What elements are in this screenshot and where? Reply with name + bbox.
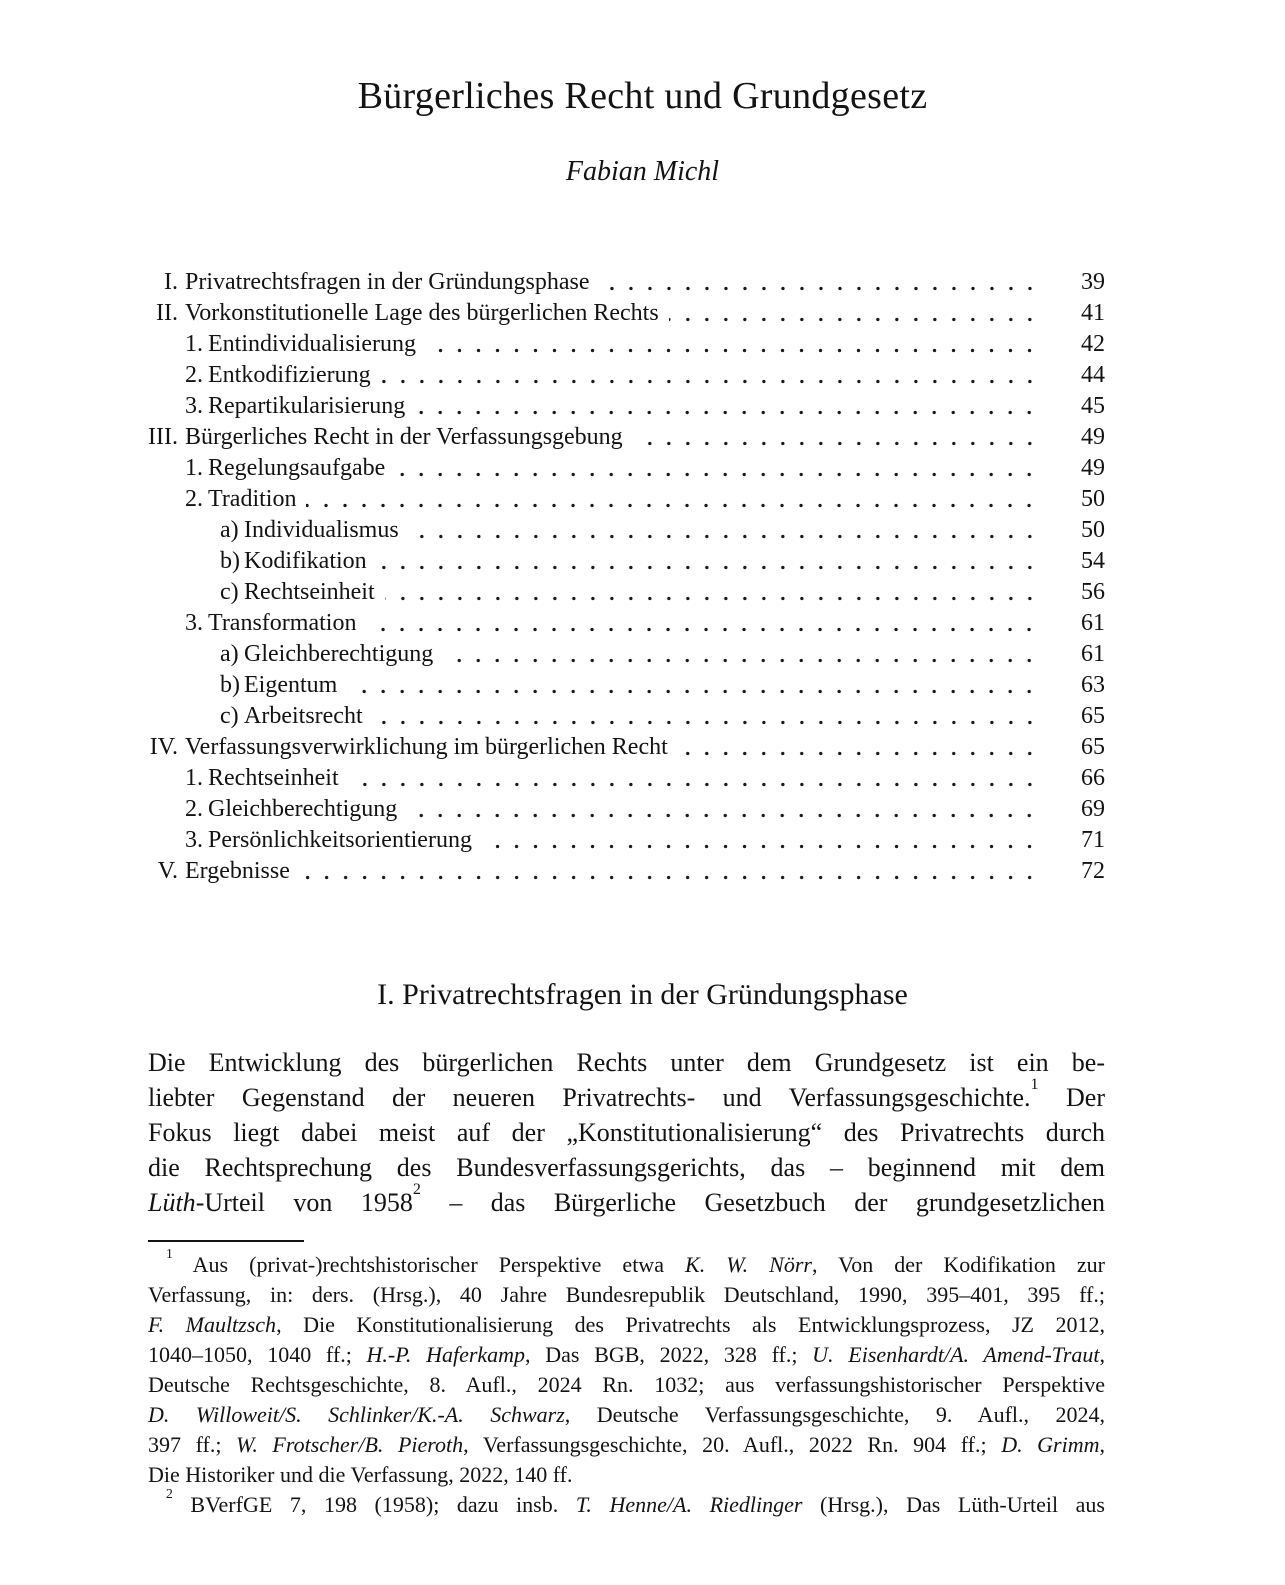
- italic-text: H.-P. Haferkamp: [366, 1342, 526, 1367]
- footnote-line: [148, 1340, 1105, 1370]
- text-run: , Deutsche Verfassungsgeschichte, 9. Aufl., 2024,: [564, 1402, 1105, 1427]
- toc-entry-label: Regelungsaufgabe: [208, 455, 386, 481]
- toc-entry-label: Individualismus: [244, 517, 399, 543]
- text-run: Aus (privat-)rechtshistorischer Perspektive etwa: [172, 1252, 686, 1277]
- toc-dot-leader: [482, 825, 1041, 856]
- footnote-reference: 2: [412, 1181, 421, 1199]
- toc-page-number: 61: [1081, 610, 1105, 636]
- footnote: [148, 1485, 1105, 1520]
- toc-dot-leader: [347, 670, 1041, 701]
- italic-text: D. Willoweit/S. Schlinker/K.-A. Schwarz: [148, 1402, 565, 1427]
- toc-page-number: 50: [1081, 486, 1105, 512]
- toc-entry-label: Transformation: [208, 610, 357, 636]
- toc-row: [148, 856, 1105, 887]
- toc-page-number: 44: [1081, 362, 1105, 388]
- text-run: Der: [1038, 1083, 1105, 1112]
- toc-entry-label: Gleichberechtigung: [244, 641, 434, 667]
- toc-entry-label: Arbeitsrecht: [244, 703, 363, 729]
- body-paragraph: [148, 1045, 1105, 1220]
- toc-page-number: 63: [1081, 672, 1105, 698]
- footnote-line: [148, 1310, 1105, 1340]
- toc-dot-leader: [443, 639, 1041, 670]
- toc-entry-number: b): [220, 672, 240, 698]
- toc-page-number: 49: [1081, 424, 1105, 450]
- toc-row: [148, 577, 1105, 608]
- toc-entry-label: Persönlichkeitsorientierung: [208, 827, 472, 853]
- toc-entry-label: Kodifikation: [244, 548, 367, 574]
- text-run: ,: [1099, 1432, 1106, 1457]
- footnote-reference: 1: [1030, 1076, 1039, 1094]
- toc-entry-label: Bürgerliches Recht in der Verfassungsgebung: [185, 424, 623, 450]
- text-run: Deutsche Rechtsgeschichte, 8. Aufl., 2024 Rn. 1032; aus verfassungshistorischer Perspektive: [148, 1372, 1105, 1397]
- toc-page-number: 65: [1081, 703, 1105, 729]
- italic-text: W. Frotscher/B. Pieroth: [236, 1432, 464, 1457]
- toc-row: [148, 546, 1105, 577]
- toc-page-number: 66: [1081, 765, 1105, 791]
- footnote-separator: [148, 1240, 304, 1242]
- italic-text: D. Grimm: [1001, 1432, 1100, 1457]
- toc-entry-label: Rechtseinheit: [208, 765, 339, 791]
- toc-entry-number: c): [220, 579, 239, 605]
- text-run: Die Entwicklung des bürgerlichen Rechts unter dem Grundgesetz ist ein be-: [148, 1048, 1105, 1077]
- toc-entry-label: Tradition: [208, 486, 297, 512]
- toc-row: [148, 670, 1105, 701]
- toc-entry-number: 2.: [185, 486, 203, 512]
- toc-entry-number: IV.: [149, 734, 178, 760]
- toc-dot-leader: [600, 267, 1041, 298]
- toc-dot-leader: [678, 732, 1041, 763]
- toc-entry-number: a): [220, 517, 239, 543]
- toc-page-number: 42: [1081, 331, 1105, 357]
- toc-entry-number: 2.: [185, 796, 203, 822]
- toc-page-number: 54: [1081, 548, 1105, 574]
- toc-page-number: 56: [1081, 579, 1105, 605]
- toc-entry-label: Privatrechtsfragen in der Gründungsphase: [185, 269, 590, 295]
- toc-row: [148, 701, 1105, 732]
- toc-entry-number: II.: [156, 300, 178, 326]
- toc-dot-leader: [306, 484, 1041, 515]
- toc-entry-label: Eigentum: [244, 672, 338, 698]
- toc-page-number: 69: [1081, 796, 1105, 822]
- toc-row: [148, 515, 1105, 546]
- toc-page-number: 65: [1081, 734, 1105, 760]
- text-run: die Rechtsprechung des Bundesverfassungsgerichts, das – beginnend mit dem: [148, 1153, 1105, 1182]
- toc-entry-label: Ergebnisse: [185, 858, 290, 884]
- toc-dot-leader: [366, 608, 1041, 639]
- section-heading: I. Privatrechtsfragen in der Gründungsphase: [377, 978, 908, 1011]
- toc-page-number: 71: [1081, 827, 1105, 853]
- toc-dot-leader: [381, 360, 1041, 391]
- toc-row: [148, 267, 1105, 298]
- footnote-line: [148, 1280, 1105, 1310]
- toc-dot-leader: [633, 422, 1041, 453]
- author-name: Fabian Michl: [565, 156, 720, 187]
- text-run: -Urteil von 1958: [195, 1188, 413, 1217]
- text-run: , Die Konstitutionalisierung des Privatrechts als Entwicklungsprozess, JZ 2012,: [276, 1312, 1106, 1337]
- toc-row: [148, 608, 1105, 639]
- toc-entry-label: Entindividualisierung: [208, 331, 416, 357]
- toc-dot-leader: [300, 856, 1041, 887]
- toc-entry-number: c): [220, 703, 239, 729]
- body-line: [148, 1150, 1105, 1185]
- toc-row: [148, 298, 1105, 329]
- text-run: Die Historiker und die Verfassung, 2022, 140 ff.: [148, 1462, 573, 1487]
- toc-row: [148, 732, 1105, 763]
- toc-page-number: 61: [1081, 641, 1105, 667]
- toc-entry-label: Vorkonstitutionelle Lage des bürgerlichen Rechts: [185, 300, 659, 326]
- text-run: , Von der Kodifikation zur: [811, 1252, 1106, 1277]
- text-run: 1040–1050, 1040 ff.;: [148, 1342, 367, 1367]
- toc-dot-leader: [373, 701, 1041, 732]
- text-run: – das Bürgerliche Gesetzbuch der grundgesetzlichen: [420, 1188, 1105, 1217]
- toc-page-number: 72: [1081, 858, 1105, 884]
- italic-text: K. W. Nörr: [685, 1252, 812, 1277]
- body-line: [148, 1115, 1105, 1150]
- toc-entry-label: Rechtseinheit: [244, 579, 375, 605]
- toc-entry-number: b): [220, 548, 240, 574]
- toc-row: [148, 453, 1105, 484]
- toc-entry-number: 2.: [185, 362, 203, 388]
- body-line: [148, 1076, 1105, 1115]
- footnote-reference: 2: [166, 1485, 173, 1501]
- body-line: [148, 1045, 1105, 1080]
- toc-row: [148, 422, 1105, 453]
- toc-dot-leader: [395, 453, 1041, 484]
- toc-entry-label: Gleichberechtigung: [208, 796, 398, 822]
- footnote-line: [148, 1485, 1105, 1520]
- toc-dot-leader: [385, 577, 1041, 608]
- footnotes: [148, 1245, 1106, 1520]
- body-line: [148, 1181, 1105, 1220]
- toc-dot-leader: [349, 763, 1041, 794]
- toc-entry-label: Repartikularisierung: [208, 393, 406, 419]
- footnote-line: [148, 1400, 1105, 1430]
- toc-page-number: 50: [1081, 517, 1105, 543]
- toc-entry-number: III.: [148, 424, 178, 450]
- toc-dot-leader: [415, 391, 1041, 422]
- text-run: ,: [1099, 1342, 1105, 1367]
- toc-row: [148, 484, 1105, 515]
- toc-row: [148, 329, 1105, 360]
- toc-row: [148, 360, 1105, 391]
- italic-text: F. Maultzsch: [148, 1312, 277, 1337]
- toc-entry-number: 1.: [185, 765, 203, 791]
- text-run: , Verfassungsgeschichte, 20. Aufl., 2022 Rn. 904 ff.;: [463, 1432, 1002, 1457]
- toc-page-number: 49: [1081, 455, 1105, 481]
- toc-row: [148, 391, 1105, 422]
- toc-dot-leader: [407, 794, 1041, 825]
- toc-page-number: 41: [1081, 300, 1105, 326]
- toc-entry-number: 3.: [185, 393, 203, 419]
- text-run: liebter Gegenstand der neueren Privatrechts- und Verfassungsgeschichte.: [148, 1083, 1031, 1112]
- toc-row: [148, 825, 1105, 856]
- toc-entry-number: 3.: [185, 827, 203, 853]
- toc-dot-leader: [377, 546, 1041, 577]
- page-title: Bürgerliches Recht und Grundgesetz: [357, 75, 928, 117]
- text-run: (Hrsg.), Das Lüth-Urteil aus: [802, 1492, 1105, 1517]
- text-run: , Das BGB, 2022, 328 ff.;: [525, 1342, 813, 1367]
- toc-entry-label: Verfassungsverwirklichung im bürgerlichen Recht: [185, 734, 668, 760]
- footnote-line: [148, 1245, 1106, 1280]
- toc-row: [148, 794, 1105, 825]
- toc-entry-number: I.: [164, 269, 178, 295]
- text-run: Fokus liegt dabei meist auf der „Konstitutionalisierung“ des Privatrechts durch: [148, 1118, 1105, 1147]
- toc-entry-number: 3.: [185, 610, 203, 636]
- toc-entry-number: 1.: [185, 331, 203, 357]
- footnote-line: [148, 1460, 1105, 1490]
- footnote-line: [148, 1370, 1105, 1400]
- toc-page-number: 45: [1081, 393, 1105, 419]
- footnote-line: [148, 1430, 1105, 1460]
- toc-entry-label: Entkodifizierung: [208, 362, 371, 388]
- italic-text: Lüth: [148, 1188, 196, 1217]
- toc-page-number: 39: [1081, 269, 1105, 295]
- toc-dot-leader: [426, 329, 1041, 360]
- italic-text: U. Eisenhardt/A. Amend-Traut: [812, 1342, 1100, 1367]
- italic-text: T. Henne/A. Riedlinger: [575, 1492, 803, 1517]
- text-run: Verfassung, in: ders. (Hrsg.), 40 Jahre Bundesrepublik Deutschland, 1990, 395–401, 395 ff.;: [148, 1282, 1105, 1307]
- footnote-reference: 1: [166, 1245, 173, 1261]
- toc-dot-leader: [409, 515, 1041, 546]
- toc-row: [148, 763, 1105, 794]
- footnote: [148, 1245, 1106, 1490]
- toc-row: [148, 639, 1105, 670]
- toc-dot-leader: [669, 298, 1041, 329]
- text-run: BVerfGE 7, 198 (1958); dazu insb.: [172, 1492, 576, 1517]
- toc-entry-number: 1.: [185, 455, 203, 481]
- table-of-contents: [148, 267, 1105, 887]
- toc-entry-number: a): [220, 641, 239, 667]
- text-run: 397 ff.;: [148, 1432, 237, 1457]
- toc-entry-number: V.: [157, 858, 178, 884]
